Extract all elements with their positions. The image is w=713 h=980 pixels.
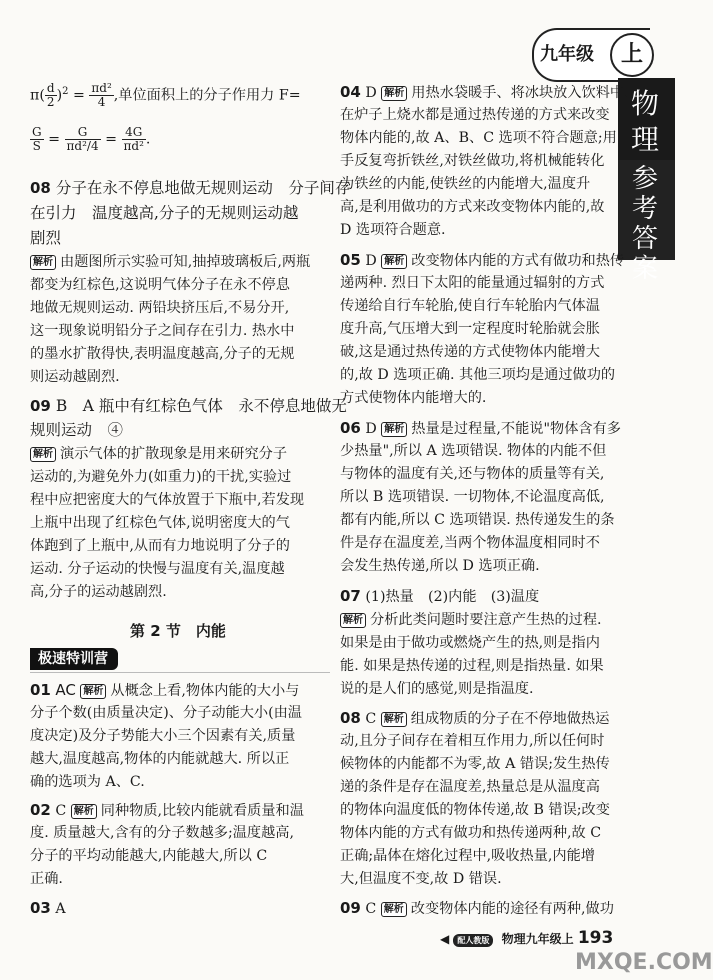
q08r-exp-l2: 动,且分子间存在着相互作用力,所以任何时 [340, 733, 605, 749]
subject-label: 物理 [630, 87, 659, 156]
explanation-tag: 解析 [30, 255, 56, 270]
q01-exp-l4: 越大,温度越高,物体的内能就越大. 所以正 [30, 751, 290, 767]
q08-explanation: 解析 由题图所示实验可知,抽掉玻璃板后,两瓶 [30, 252, 310, 272]
explanation-tag: 解析 [381, 422, 407, 437]
q04-exp-l4: 手反复弯折铁丝,对铁丝做功,将机械能转化 [340, 153, 605, 169]
q08r-exp-l3: 候物体的内能都不为零,故 A 错误;发生热传 [340, 756, 610, 772]
q08r-exp-l6: 物体内能的方式有做功和热传递两种,故 C [340, 825, 602, 841]
q09-answer: 09 B A 瓶中有红棕色气体 永不停息地做无 [30, 397, 347, 415]
q08r-exp-l8: 大,但温度不变,故 D 错误. [340, 871, 502, 887]
q07-answer: 07 (1)热量 (2)内能 (3)温度 [340, 587, 540, 605]
explanation-tag: 解析 [381, 712, 407, 727]
q08r-exp-l5: 的物体向温度低的物体传递,故 B 错误;改变 [340, 802, 610, 818]
q08-exp-l6: 则运动越剧烈. [30, 369, 120, 385]
formula-line-2: $\frac{G}{S}$ = $\frac{G}{\text{πd²/4}}$ = $\frac{4G}{\text{πd²}}$ . [32, 125, 151, 153]
explanation-tag: 解析 [80, 684, 106, 699]
q08-answer-right: 08 C 解析 组成物质的分子在不停地做热运 [340, 709, 610, 727]
q02-exp-l3: 分子的平均动能越大,内能越大,所以 C [30, 848, 268, 864]
q08-exp-l3: 地做无规则运动. 两铅块挤压后,不易分开, [30, 300, 290, 316]
q09-exp-l5: 体跑到了上瓶中,从而有力地说明了分子的 [30, 538, 290, 554]
q02-exp-l4: 正确. [30, 871, 63, 887]
q04-exp-l2: 在炉子上烧水都是通过热传递的方式来改变 [340, 107, 610, 123]
explanation-tag: 解析 [381, 86, 407, 101]
q09-exp-l7: 高,分子的运动越剧烈. [30, 584, 167, 600]
q05-exp-l5: 破,这是通过热传递的方式使物体内能增大 [340, 344, 600, 360]
q06-exp-l3: 与物体的温度有关,还与物体的质量等有关, [340, 466, 605, 482]
back-arrow-icon: ◀ [440, 932, 450, 946]
q08-exp-l5: 的墨水扩散得快,表明温度越高,分子的无规 [30, 346, 295, 362]
q09-answer-right: 09 C 解析 改变物体内能的途径有两种,做功 [340, 899, 614, 917]
q07-exp-l3: 能. 如果是热传递的过程,则是指热量. 如果 [340, 658, 604, 674]
explanation-tag: 解析 [381, 254, 407, 269]
term-badge: 上 [610, 33, 654, 77]
explanation-tag: 解析 [30, 447, 56, 462]
q02-exp-l2: 度. 质量越大,含有的分子数越多;温度越高, [30, 825, 295, 841]
q05-exp-l3: 传递给自行车轮胎,使自行车轮胎内气体温 [340, 298, 600, 314]
grade-label: 九年级 [540, 44, 594, 65]
q07-exp-l4: 说的是人们的感觉,则是指温度. [340, 681, 534, 697]
q08-answer-l2: 在引力 温度越高,分子的无规则运动越 [30, 204, 299, 222]
q08r-exp-l7: 正确;晶体在熔化过程中,吸收热量,内能增 [340, 848, 595, 864]
section-title: 第 2 节 内能 [130, 622, 226, 640]
explanation-tag: 解析 [71, 804, 97, 819]
grade-tab [532, 28, 650, 82]
page-footer [440, 928, 613, 948]
section-tab [618, 160, 675, 284]
q04-exp-l3: 物体内能的,故 A、B、C 选项不符合题意;用 [340, 130, 617, 146]
q06-exp-l2: 少热量",所以 A 选项错误. 物体的内能不但 [340, 443, 607, 459]
book-title: 物理九年级上 [501, 932, 574, 946]
formula-line-1: π( $\frac{d}{2}$ )$^2$ = $\frac{\text{πd²}}{4}$ ,单位面积上的分子作用力 F= [30, 81, 301, 110]
q04-exp-l6: 高,是利用做功的方式来改变物体内能的,故 [340, 199, 605, 215]
q02-answer: 02 C 解析 同种物质,比较内能就看质量和温 [30, 801, 304, 819]
q05-exp-l7: 方式使物体内能增大的. [340, 390, 487, 406]
q01-exp-l3: 度决定)及分子势能大小三个因素有关,质量 [30, 728, 296, 744]
q06-exp-l4: 所以 B 选项错误. 一切物体,不论温度高低, [340, 489, 605, 505]
explanation-tag: 解析 [381, 902, 407, 917]
q06-exp-l5: 都有内能,所以 C 选项错误. 热传递发生的条 [340, 512, 615, 528]
q06-exp-l7: 会发生热传递,所以 D 选项正确. [340, 558, 540, 574]
section-label: 参考答案 [631, 164, 658, 284]
watermark: MXQE.COM [575, 950, 713, 975]
drill-banner: 极速特训营 [30, 648, 118, 670]
q09-explanation: 解析 演示气体的扩散现象是用来研究分子 [30, 444, 287, 464]
q08r-exp-l4: 递的条件是存在温度差,热量总是从温度高 [340, 779, 600, 795]
q08-answer: 08 分子在永不停息地做无规则运动 分子间存 [30, 179, 351, 197]
q01-exp-l5: 确的选项为 A、C. [30, 774, 145, 790]
q07-explanation: 解析 分析此类问题时要注意产生热的过程. [340, 610, 602, 630]
explanation-tag: 解析 [340, 613, 366, 628]
q03-answer: 03 A [30, 899, 66, 917]
q05-answer: 05 D 解析 改变物体内能的方式有做功和热传 [340, 251, 625, 269]
q09-answer-l2: 规则运动 ④ [30, 421, 124, 439]
q05-exp-l6: 的,故 D 选项正确. 其他三项均是通过做功的 [340, 367, 616, 383]
q09-exp-l4: 上瓶中出现了红棕色气体,说明密度大的气 [30, 515, 290, 531]
q09-exp-l3: 程中应把密度大的气体放置于下瓶中,若发现 [30, 492, 305, 508]
q05-exp-l2: 递两种. 烈日下太阳的能量通过辐射的方式 [340, 275, 605, 291]
q08-exp-l4: 这一现象说明铅分子之间存在引力. 热水中 [30, 323, 295, 339]
q08-answer-l3: 剧烈 [30, 229, 62, 247]
q09-exp-l6: 运动. 分子运动的快慢与温度有关,温度越 [30, 561, 285, 577]
q04-answer: 04 D 解析 用热水袋暖手、将冰块放入饮料中、 [340, 83, 639, 101]
q01-exp-l2: 分子个数(由质量决定)、分子动能大小(由温 [30, 705, 302, 721]
q04-exp-l7: D 选项符合题意. [340, 222, 446, 238]
q01-answer: 01 AC 解析 从概念上看,物体内能的大小与 [30, 681, 300, 699]
publisher-logo: 配人教版 [453, 934, 493, 947]
q08-exp-l2: 都变为红棕色,这说明气体分子在永不停息 [30, 277, 290, 293]
q06-exp-l6: 件是存在温度差,当两个物体温度相同时不 [340, 535, 600, 551]
q05-exp-l4: 度升高,气压增大到一定程度时轮胎就会胀 [340, 321, 600, 337]
q04-exp-l5: 为铁丝的内能,使铁丝的内能增大,温度升 [340, 176, 591, 192]
q06-answer: 06 D 解析 热量是过程量,不能说"物体含有多 [340, 419, 621, 437]
q09-exp-l2: 运动的,为避免外力(如重力)的干扰,实验过 [30, 469, 292, 485]
page-number: 193 [577, 928, 614, 948]
q07-exp-l2: 如果是由于做功或燃烧产生的热,则是指内 [340, 635, 600, 651]
